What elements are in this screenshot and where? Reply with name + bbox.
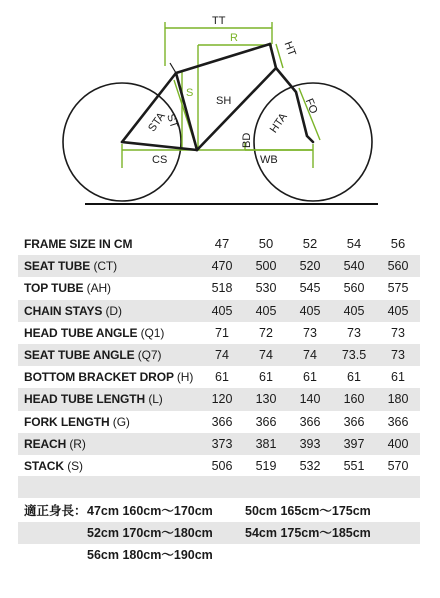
measurement-code: (Q1) xyxy=(140,325,165,340)
table-row xyxy=(18,433,420,455)
label-sh: SH xyxy=(216,95,232,107)
measurement-value: 61 xyxy=(215,370,229,385)
label-s: S xyxy=(186,87,194,99)
seat-tube-extension xyxy=(170,63,176,73)
measurement-value: 540 xyxy=(332,255,376,277)
table-header-row xyxy=(18,233,420,255)
table-row xyxy=(18,344,420,366)
label-r: R xyxy=(230,32,238,44)
measurement-code: (H) xyxy=(176,370,194,385)
measurement-value: 120 xyxy=(200,388,244,410)
measurement-name: CHAIN STAYS xyxy=(24,303,103,318)
table-row xyxy=(18,300,420,322)
measurement-label xyxy=(18,277,200,299)
measurement-value: 530 xyxy=(255,281,277,296)
measurement-value: 405 xyxy=(288,300,332,322)
size-line xyxy=(18,544,420,566)
measurement-value: 73 xyxy=(376,344,420,366)
table-row xyxy=(18,366,420,388)
measurement-value: 61 xyxy=(259,370,273,385)
size-header: 50 xyxy=(258,236,274,251)
measurement-value: 470 xyxy=(200,255,244,277)
measurement-code: (L) xyxy=(148,392,163,407)
measurement-name: HEAD TUBE LENGTH xyxy=(24,392,146,407)
size-header: 56 xyxy=(390,236,406,251)
measurement-name: SEAT TUBE ANGLE xyxy=(24,348,135,363)
measurement-value: 545 xyxy=(299,281,321,296)
geometry-table xyxy=(18,233,420,477)
table-row xyxy=(18,255,420,277)
measurement-label xyxy=(18,388,200,410)
measurement-value: 61 xyxy=(303,370,317,385)
label-st: ST xyxy=(164,112,180,130)
measurement-value: 61 xyxy=(347,370,361,385)
table-row xyxy=(18,455,420,477)
measurement-value: 506 xyxy=(211,459,233,474)
measurement-value: 366 xyxy=(255,414,277,429)
measurement-code: (R) xyxy=(69,436,86,451)
measurement-value: 366 xyxy=(211,414,233,429)
size-entry: 47cm 160cm〜170cm xyxy=(87,504,213,518)
measurement-value: 366 xyxy=(343,414,365,429)
measurement-code: (D) xyxy=(105,303,122,318)
measurement-code: (CT) xyxy=(93,259,118,274)
size-entry: 54cm 175cm〜185cm xyxy=(245,526,371,540)
label-tt: TT xyxy=(212,15,226,27)
label-bd: BD xyxy=(241,132,253,148)
measurement-name: SEAT TUBE xyxy=(24,259,91,274)
measurement-value: 73.5 xyxy=(332,344,376,366)
measurement-value: 373 xyxy=(200,433,244,455)
measurement-name: TOP TUBE xyxy=(24,281,84,296)
measurement-value: 160 xyxy=(332,388,376,410)
table-row xyxy=(18,411,420,433)
measurement-value: 500 xyxy=(244,255,288,277)
measurement-value: 130 xyxy=(244,388,288,410)
measurement-value: 575 xyxy=(387,281,409,296)
size-line xyxy=(18,522,420,544)
measurement-label xyxy=(18,366,200,388)
size-header: 52 xyxy=(302,236,318,251)
measurement-value: 520 xyxy=(288,255,332,277)
measurement-label xyxy=(18,455,200,477)
measurement-value: 74 xyxy=(244,344,288,366)
measurement-value: 405 xyxy=(376,300,420,322)
measurement-value: 405 xyxy=(200,300,244,322)
measurement-label xyxy=(18,300,200,322)
table-row xyxy=(18,277,420,299)
measurement-value: 74 xyxy=(288,344,332,366)
measurement-label xyxy=(18,433,200,455)
measurement-value: 519 xyxy=(255,459,277,474)
size-line xyxy=(18,500,420,522)
measurement-value: 366 xyxy=(299,414,321,429)
measurement-value: 74 xyxy=(200,344,244,366)
measurement-code: (AH) xyxy=(86,281,111,296)
label-ht: HT xyxy=(281,39,298,58)
measurement-label xyxy=(18,344,200,366)
label-cs: CS xyxy=(152,154,168,166)
measurement-value: 381 xyxy=(244,433,288,455)
label-hta: HTA xyxy=(267,111,290,136)
measurement-value: 73 xyxy=(303,325,317,340)
label-sta: STA xyxy=(146,110,168,135)
measurement-name: HEAD TUBE ANGLE xyxy=(24,325,138,340)
measurement-value: 71 xyxy=(215,325,229,340)
measurement-label xyxy=(18,411,200,433)
frame-size-label: FRAME SIZE IN CM xyxy=(24,237,133,251)
table-row xyxy=(18,388,420,410)
measurement-name: STACK xyxy=(24,459,64,474)
measurement-value: 180 xyxy=(376,388,420,410)
label-wb: WB xyxy=(260,154,278,166)
measurement-label xyxy=(18,255,200,277)
label-fo: FO xyxy=(302,96,320,116)
measurement-label xyxy=(18,322,200,344)
measurement-name: BOTTOM BRACKET DROP xyxy=(24,370,174,385)
measurement-value: 140 xyxy=(288,388,332,410)
measurement-value: 72 xyxy=(259,325,273,340)
size-entry: 56cm 180cm〜190cm xyxy=(87,548,213,562)
sizing-title: 適正身長： xyxy=(24,504,87,518)
measurement-value: 570 xyxy=(387,459,409,474)
size-entry: 52cm 170cm〜180cm xyxy=(87,526,213,540)
recommended-height xyxy=(18,500,420,566)
measurement-value: 560 xyxy=(343,281,365,296)
measurement-name: FORK LENGTH xyxy=(24,414,110,429)
measurement-value: 400 xyxy=(376,433,420,455)
size-header: 47 xyxy=(214,236,230,251)
measurement-value: 551 xyxy=(343,459,365,474)
measurement-value: 73 xyxy=(347,325,361,340)
measurement-value: 393 xyxy=(288,433,332,455)
measurement-code: (Q7) xyxy=(137,348,162,363)
measurement-value: 560 xyxy=(376,255,420,277)
measurement-value: 518 xyxy=(211,281,233,296)
measurement-value: 61 xyxy=(391,370,405,385)
spacer-band xyxy=(18,476,420,498)
measurement-value: 405 xyxy=(332,300,376,322)
measurement-code: (S) xyxy=(67,459,83,474)
measurement-value: 405 xyxy=(244,300,288,322)
measurement-value: 397 xyxy=(332,433,376,455)
size-entry: 50cm 165cm〜175cm xyxy=(245,504,371,518)
measurement-value: 73 xyxy=(391,325,405,340)
table-row xyxy=(18,322,420,344)
size-header: 54 xyxy=(346,236,362,251)
measurement-code: (G) xyxy=(112,414,130,429)
measurement-value: 532 xyxy=(299,459,321,474)
measurement-value: 366 xyxy=(387,414,409,429)
measurement-name: REACH xyxy=(24,436,67,451)
frame-geometry-diagram xyxy=(0,0,440,215)
